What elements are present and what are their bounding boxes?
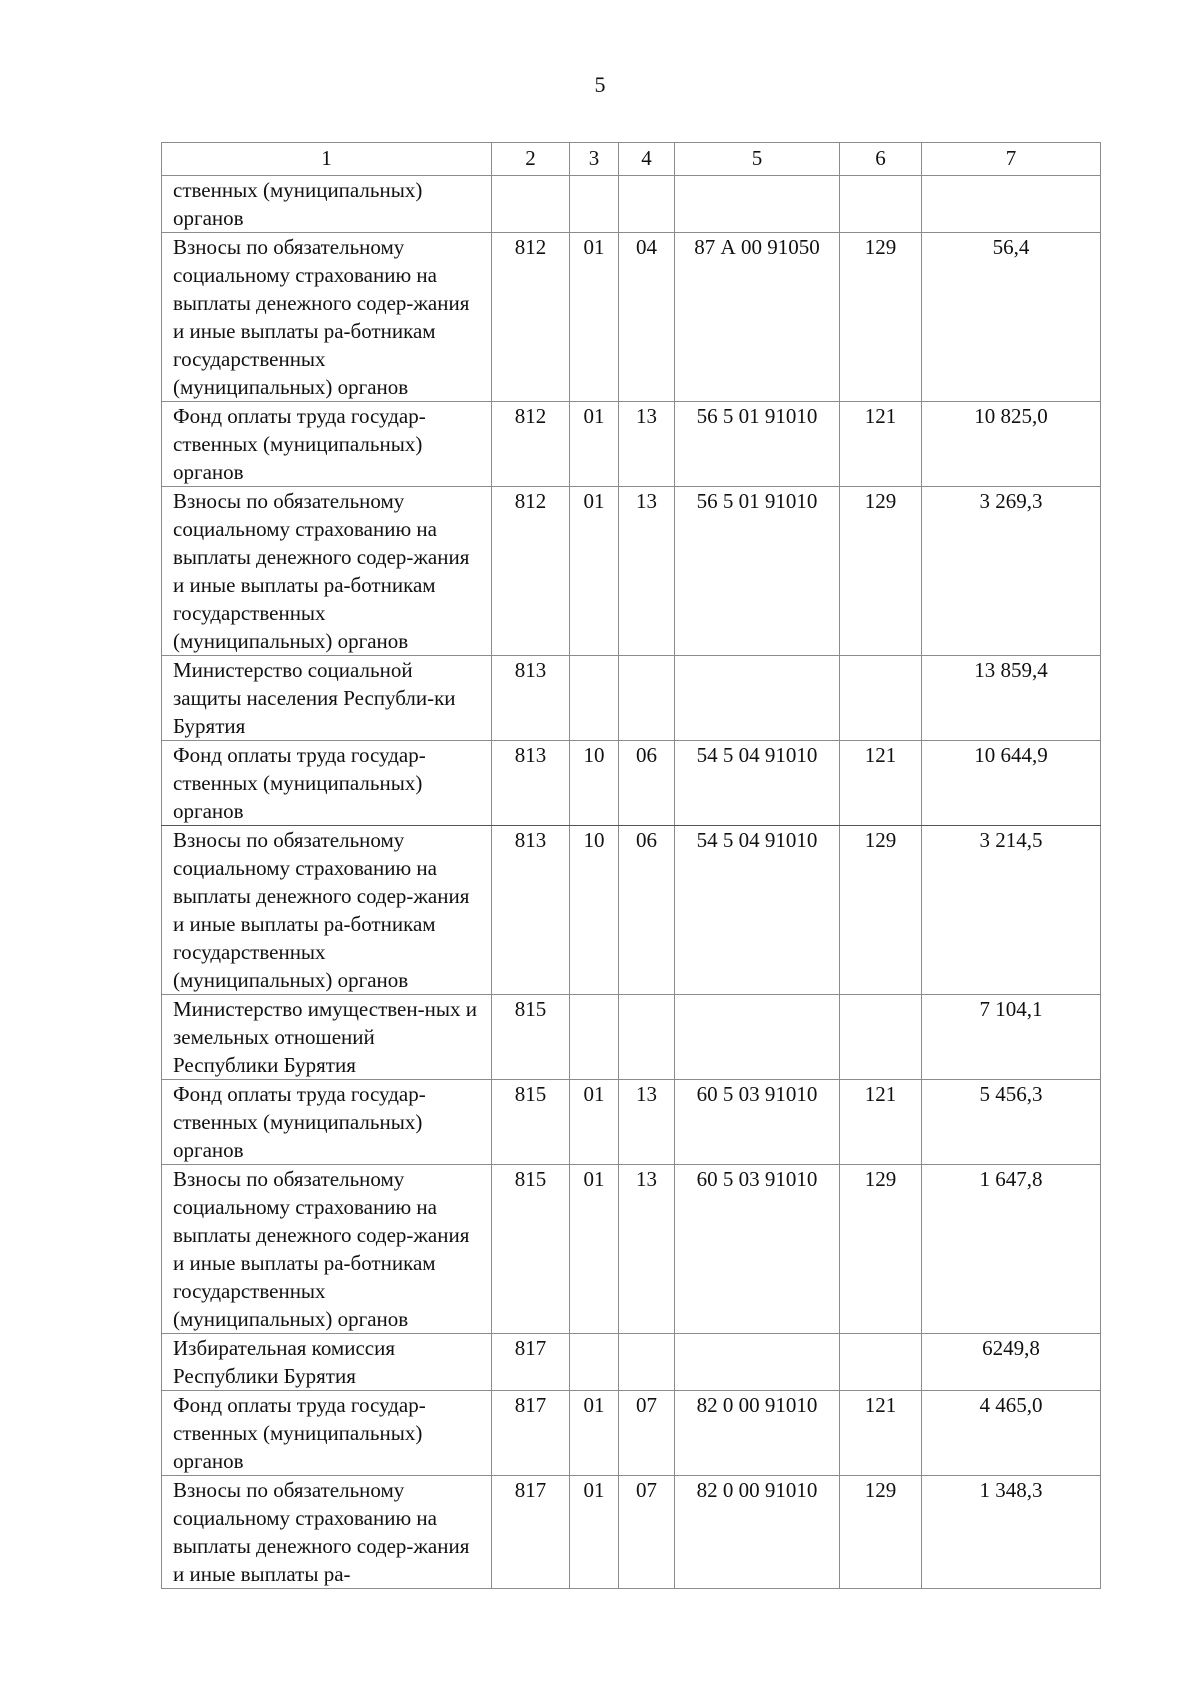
row-expense-type: 129 <box>840 826 922 995</box>
table-row <box>162 741 1101 826</box>
row-subsection: 07 <box>619 1391 675 1476</box>
row-target-article: 60 5 03 91010 <box>675 1165 840 1334</box>
row-section: 01 <box>570 402 619 487</box>
row-code: 817 <box>492 1391 570 1476</box>
row-section: 01 <box>570 1080 619 1165</box>
row-code: 817 <box>492 1476 570 1589</box>
row-section <box>570 995 619 1080</box>
column-header: 7 <box>922 143 1101 176</box>
row-section: 01 <box>570 487 619 656</box>
row-expense-type: 121 <box>840 1080 922 1165</box>
row-subsection: 13 <box>619 1080 675 1165</box>
row-amount: 1 647,8 <box>922 1165 1101 1334</box>
row-expense-type <box>840 176 922 233</box>
row-expense-type <box>840 995 922 1080</box>
row-amount: 3 269,3 <box>922 487 1101 656</box>
row-name: Избирательная комиссия Республики Бурятия <box>162 1334 492 1391</box>
row-target-article: 60 5 03 91010 <box>675 1080 840 1165</box>
row-amount: 6249,8 <box>922 1334 1101 1391</box>
row-code <box>492 176 570 233</box>
row-expense-type: 129 <box>840 1476 922 1589</box>
row-expense-type: 121 <box>840 741 922 826</box>
page-number: 5 <box>594 72 606 97</box>
row-name: Фонд оплаты труда государ-ственных (муниципальных) органов <box>162 741 492 826</box>
row-code: 813 <box>492 656 570 741</box>
row-target-article <box>675 176 840 233</box>
row-target-article: 56 5 01 91010 <box>675 487 840 656</box>
row-section <box>570 1334 619 1391</box>
row-name: Фонд оплаты труда государ-ственных (муниципальных) органов <box>162 402 492 487</box>
row-section: 10 <box>570 741 619 826</box>
row-subsection <box>619 995 675 1080</box>
row-code: 812 <box>492 487 570 656</box>
row-target-article: 54 5 04 91010 <box>675 826 840 995</box>
row-target-article <box>675 995 840 1080</box>
row-expense-type: 129 <box>840 1165 922 1334</box>
column-header: 4 <box>619 143 675 176</box>
table-row <box>162 487 1101 656</box>
row-section <box>570 176 619 233</box>
row-target-article: 82 0 00 91010 <box>675 1476 840 1589</box>
table-row <box>162 1165 1101 1334</box>
row-amount: 56,4 <box>922 233 1101 402</box>
row-subsection <box>619 1334 675 1391</box>
row-section: 01 <box>570 1165 619 1334</box>
row-subsection: 06 <box>619 741 675 826</box>
row-target-article <box>675 656 840 741</box>
row-expense-type: 129 <box>840 487 922 656</box>
row-expense-type <box>840 656 922 741</box>
row-expense-type: 121 <box>840 402 922 487</box>
table-row <box>162 402 1101 487</box>
row-target-article: 87 А 00 91050 <box>675 233 840 402</box>
header-row <box>162 143 1101 176</box>
row-target-article: 56 5 01 91010 <box>675 402 840 487</box>
row-expense-type: 121 <box>840 1391 922 1476</box>
column-header: 5 <box>675 143 840 176</box>
row-amount: 10 644,9 <box>922 741 1101 826</box>
row-target-article: 54 5 04 91010 <box>675 741 840 826</box>
row-code: 815 <box>492 1165 570 1334</box>
row-subsection: 07 <box>619 1476 675 1589</box>
table-row <box>162 1334 1101 1391</box>
row-code: 812 <box>492 233 570 402</box>
table-row <box>162 1080 1101 1165</box>
row-code: 812 <box>492 402 570 487</box>
row-name: ственных (муниципальных) органов <box>162 176 492 233</box>
row-subsection: 04 <box>619 233 675 402</box>
row-amount: 7 104,1 <box>922 995 1101 1080</box>
row-expense-type <box>840 1334 922 1391</box>
row-amount: 13 859,4 <box>922 656 1101 741</box>
row-subsection: 13 <box>619 487 675 656</box>
row-name: Взносы по обязательному социальному страхованию на выплаты денежного содер-жания и иные выплаты ра-ботникам государственных (муниципальных) органов <box>162 826 492 995</box>
row-name: Министерство социальной защиты населения Республи-ки Бурятия <box>162 656 492 741</box>
row-code: 813 <box>492 826 570 995</box>
row-section: 01 <box>570 233 619 402</box>
row-amount: 1 348,3 <box>922 1476 1101 1589</box>
row-section: 01 <box>570 1476 619 1589</box>
row-subsection: 13 <box>619 402 675 487</box>
row-code: 815 <box>492 995 570 1080</box>
row-subsection: 06 <box>619 826 675 995</box>
table-row <box>162 826 1101 995</box>
column-header: 2 <box>492 143 570 176</box>
row-name: Взносы по обязательному социальному страхованию на выплаты денежного содер-жания и иные выплаты ра-ботникам государственных (муниципальных) органов <box>162 1165 492 1334</box>
table-row <box>162 1391 1101 1476</box>
row-amount: 3 214,5 <box>922 826 1101 995</box>
column-header: 6 <box>840 143 922 176</box>
column-header: 1 <box>162 143 492 176</box>
row-name: Фонд оплаты труда государ-ственных (муниципальных) органов <box>162 1080 492 1165</box>
row-name: Взносы по обязательному социальному страхованию на выплаты денежного содер-жания и иные выплаты ра-ботникам государственных (муниципальных) органов <box>162 233 492 402</box>
row-code: 815 <box>492 1080 570 1165</box>
row-amount: 4 465,0 <box>922 1391 1101 1476</box>
row-subsection: 13 <box>619 1165 675 1334</box>
row-expense-type: 129 <box>840 233 922 402</box>
budget-table <box>161 142 1101 1589</box>
table-row <box>162 233 1101 402</box>
row-name: Взносы по обязательному социальному страхованию на выплаты денежного содер-жания и иные выплаты ра-ботникам государственных (муниципальных) органов <box>162 487 492 656</box>
column-header: 3 <box>570 143 619 176</box>
row-section <box>570 656 619 741</box>
row-code: 817 <box>492 1334 570 1391</box>
row-target-article: 82 0 00 91010 <box>675 1391 840 1476</box>
row-subsection <box>619 176 675 233</box>
table-row <box>162 176 1101 233</box>
table-row <box>162 656 1101 741</box>
table-row <box>162 995 1101 1080</box>
row-amount <box>922 176 1101 233</box>
row-amount: 10 825,0 <box>922 402 1101 487</box>
row-subsection <box>619 656 675 741</box>
table-row <box>162 1476 1101 1589</box>
row-section: 10 <box>570 826 619 995</box>
row-name: Министерство имуществен-ных и земельных отношений Республики Бурятия <box>162 995 492 1080</box>
row-section: 01 <box>570 1391 619 1476</box>
row-name: Фонд оплаты труда государ-ственных (муниципальных) органов <box>162 1391 492 1476</box>
row-amount: 5 456,3 <box>922 1080 1101 1165</box>
row-code: 813 <box>492 741 570 826</box>
row-name: Взносы по обязательному социальному страхованию на выплаты денежного содер-жания и иные выплаты ра- <box>162 1476 492 1589</box>
row-target-article <box>675 1334 840 1391</box>
